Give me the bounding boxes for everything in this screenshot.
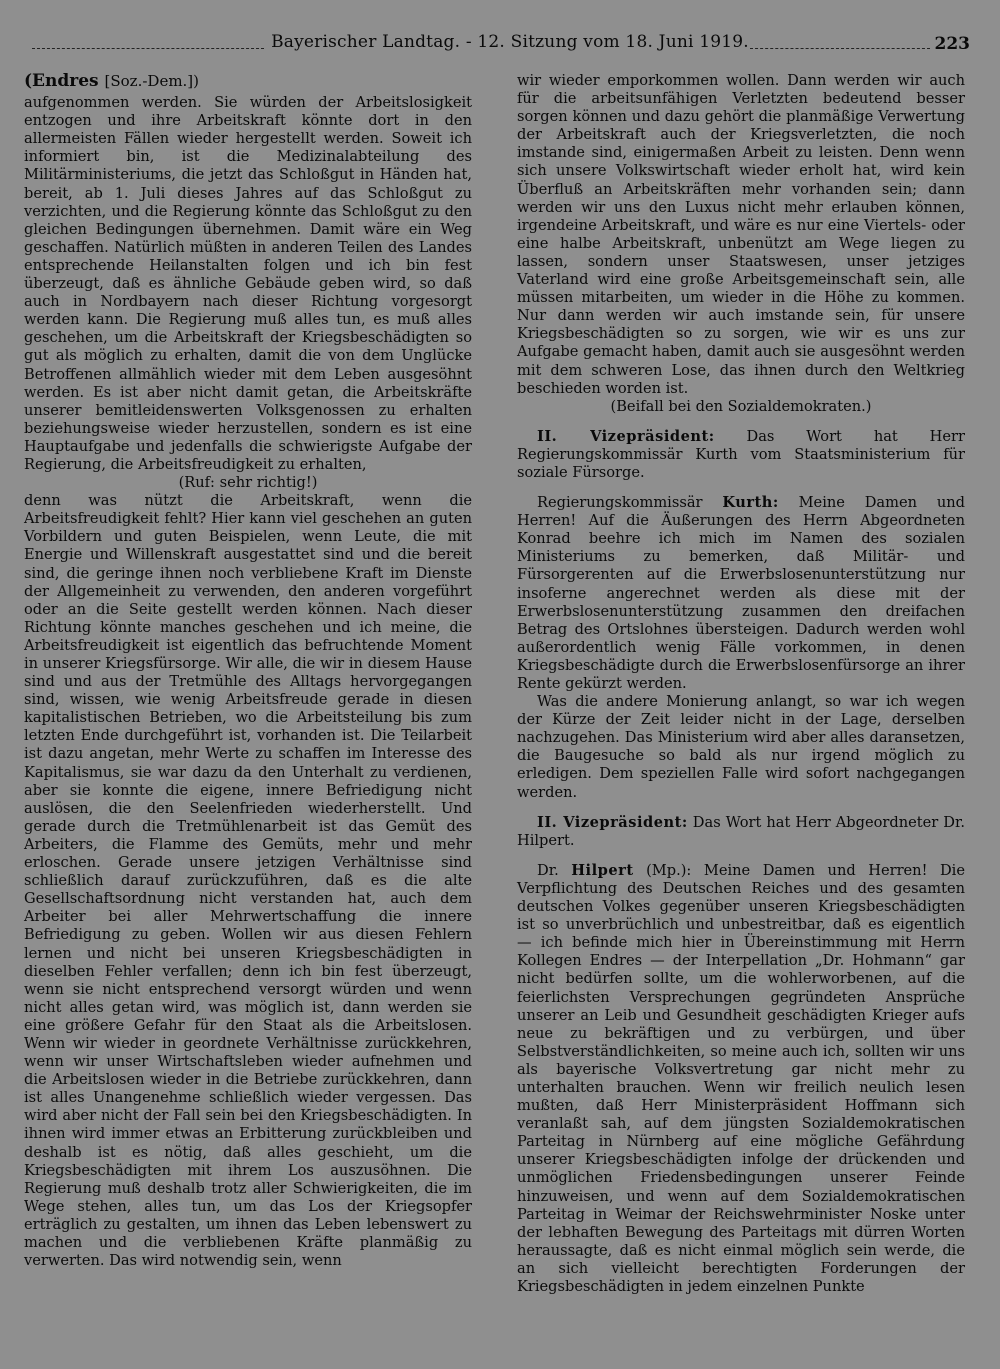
speaker-paragraph — [517, 862, 965, 1296]
speaker-paragraph — [517, 494, 965, 693]
speaker-title: Regierungskommissär — [537, 494, 703, 512]
paragraph: aufgenommen werden. Sie würden der Arbeitslosigkeit entzogen und ihre Arbeitskraft könnte dort in den allermeisten Fällen wieder hergestellt werden. Soweit ich informiert bin, ist die Medizinalabteilung des Militärministeriums, die jetzt das Schloßgut in Händen hat, bereit, ab 1. Juli dieses Jahres auf das Schloßgut zu verzichten, und die Regierung könnte das Schloßgut zu den gleichen Bedingungen übernehmen. Damit wäre ein Weg geschaffen. Natürlich müßten in anderen Teilen des Landes entsprechende Heilanstalten folgen und ich bin fest überzeugt, daß es ähnliche Gebäude geben wird, so daß auch in Nordbayern nach dieser Richtung vorgesorgt werden kann. Die Regierung muß alles tun, es muß alles geschehen, um die Arbeitskraft der Kriegsbeschädigten so gut als möglich zu erhalten, damit die von dem Unglücke Betroffenen allmählich wieder mit dem Leben ausgesöhnt werden. Es ist aber nicht damit getan, die Arbeitskräfte unserer bemitleidenswerten Volksgenossen zu erhalten beziehungsweise wieder herzustellen, sondern es ist eine Hauptaufgabe und jedenfalls die schwierigste Aufgabe der Regierung, die Arbeitsfreudigkeit zu erhalten, — [24, 94, 472, 473]
spacer — [517, 802, 965, 814]
speaker-name: (Endres — [24, 71, 99, 91]
paragraph: wir wieder emporkommen wollen. Dann werden wir auch für die arbeitsunfähigen Verletzten bedeutend besser sorgen können und dazu gehört die planmäßige Verwertung der Arbeitskraft auch der Kriegsverletzten, die noch imstande sind, einigermaßen Arbeit zu leisten. Denn wenn sich unsere Volkswirtschaft wieder erholt hat, wird kein Überfluß an Arbeitskräften mehr vorhanden sein; dann werden wir uns den Luxus nicht mehr erlauben können, irgendeine Arbeitskraft, und wäre es nur eine Viertels- oder eine halbe Arbeitskraft, unbenützt am Wege liegen zu lassen, sondern unser Staatswesen, unser jetziges Vaterland wird eine große Arbeitsgemeinschaft sein, alle müssen mitarbeiten, um wieder in die Höhe zu kommen. Nur dann werden wir auch imstande sein, für unsere Kriegsbeschädigten so zu sorgen, wie wir es uns zur Aufgabe gemacht haben, damit auch sie ausgesöhnt werden mit dem schweren Lose, das ihnen durch den Weltkrieg beschieden worden ist. — [517, 72, 965, 397]
continued-speaker-tag — [24, 72, 472, 90]
spacer — [517, 482, 965, 494]
header-rule-right — [750, 48, 930, 49]
speaker-paragraph — [517, 428, 965, 482]
paragraph: denn was nützt die Arbeitskraft, wenn die Arbeitsfreudigkeit fehlt? Hier kann viel geschehen an guten Vorbildern und guten Beispielen, wenn Leute, die mit Energie und Willenskraft ausgestattet sind und die bereit sind, die geringe ihnen noch verbliebene Kraft im Dienste der Allgemeinheit zu verwenden, den anderen vorgeführt oder an die Seite gestellt werden können. Nach dieser Richtung könnte manches geschehen und ich meine, die Arbeitsfreudigkeit ist eigentlich das befruchtende Moment in unserer Kriegsfürsorge. Wir alle, die wir in diesem Hause sind und aus der Tretmühle des Alltags hervorgegangen sind, wissen, wie wenig Arbeitsfreude gerade in diesen kapitalistischen Betrieben, wo die Arbeitsteilung bis zum letzten Ende durchgeführt ist, vorhanden ist. Die Teilarbeit ist dazu angetan, mehr Werte zu schaffen im Interesse des Kapitalismus, sie war dazu da den Unterhalt zu verdienen, aber sie konnte die eigene, innere Befriedigung nicht auslösen, die den Seelenfrieden wiederherstellt. Und gerade durch die Tretmühlenarbeit ist das Gemüt des Arbeiters, die Flamme des Gemüts, mehr und mehr erloschen. Gerade unsere jetzigen Verhältnisse sind schließlich darauf zurückzuführen, daß es die alte Gesellschaftsordnung nicht verstanden hat, auch dem Arbeiter bei aller Mehrwertschaffung die innere Befriedigung zu geben. Wollen wir aus diesen Fehlern lernen und nicht bei unseren Kriegsbeschädigten in dieselben Fehler verfallen; denn ich bin fest überzeugt, wenn sie nicht entsprechend versorgt würden und wenn nicht alles getan wird, was möglich ist, dann werden sie eine größere Gefahr für den Staat als die Arbeitslosen. Wenn wir wieder in geordnete Verhältnisse zurückkehren, wenn wir unser Wirtschaftsleben wieder aufnehmen und die Arbeitslosen wieder in die Betriebe zurückkehren, dann ist alles Unangenehme schließlich wieder vergessen. Das wird aber nicht der Fall sein bei den Kriegsbeschädigten. In ihnen wird immer etwas an Erbitterung zurückbleiben und deshalb ist es nötig, daß alles geschieht, um die Kriegsbeschädigten mit ihrem Los auszusöhnen. Die Regierung muß deshalb trotz aller Schwierigkeiten, die im Wege stehen, alles tun, um das Los der Kriegsopfer erträglich zu gestalten, um ihnen das Leben lebenswert zu machen und die verbliebenen Kräfte planmäßig zu verwerten. Das wird notwendig sein, wenn — [24, 492, 472, 1270]
paragraph: Was die andere Monierung anlangt, so war ich wegen der Kürze der Zeit leider nicht in der Lage, derselben nachzugehen. Das Ministerium wird aber alles daransetzen, die Baugesuche so bald als nur irgend möglich zu erledigen. Dem speziellen Falle wird sofort nachgegangen werden. — [517, 693, 965, 801]
speaker-name: Kurth: — [722, 494, 779, 512]
spacer — [517, 416, 965, 428]
speech-text: Das Wort hat Herr Regierungskommissär Kurth vom Staatsministerium für soziale Fürsorge. — [517, 427, 965, 481]
running-head: Bayerischer Landtag. - 12. Sitzung vom 18. Juni 1919. — [271, 32, 749, 52]
header-rule-left — [32, 48, 264, 49]
speaker-name: II. Vizepräsident: — [537, 813, 688, 831]
speaker-party: (Mp.): — [646, 861, 692, 879]
speaker-name: Hilpert — [571, 861, 634, 879]
speaker-name: II. Vizepräsident: — [537, 427, 715, 445]
speech-text: Das Wort hat Herr Abgeordneter Dr. Hilpert. — [517, 813, 965, 849]
speech-text: Meine Damen und Herren! Die Verpflichtung des Deutschen Reiches und des gesamten deutschen Volkes gegenüber unseren Kriegsbeschädigten ist so unverbrüchlich und unbestreitbar, daß es eigentlich — ich befinde mich hier in Übereinstimmung mit Herrn Kollegen Endres — der Interpellation „Dr. Hohmann“ gar nicht bedürfen sollte, um die wohlerworbenen, auf die feierlichsten Versprechungen gegründeten Ansprüche unserer an Leib und Gesundheit geschädigten Krieger aufs neue zu bekräftigen und zu verbürgen, und über Selbstverständlichkeiten, so meine auch ich, sollten wir uns als bayerische Volksvertretung gar nicht mehr zu unterhalten brauchen. Wenn wir freilich neulich lesen mußten, daß Herr Ministerpräsident Hoffmann sich veranlaßt sah, auf dem jüngsten Sozialdemokratischen Parteitag in Nürnberg auf eine mögliche Gefährdung unserer Kriegsbeschädigten infolge der drückenden und unmöglichen Friedensbedingungen unserer Feinde hinzuweisen, und wenn auf dem Sozialdemokratischen Parteitag in Weimar der Reichswehrminister Noske unter der lebhaften Bewegung des Parteitags mit dürren Worten heraussagte, daß es nicht einmal möglich sein werde, die an sich vielleicht berechtigten Forderungen der Kriegsbeschädigten in jedem einzelnen Punkte — [517, 861, 965, 1295]
applause-note: (Beifall bei den Sozialdemokraten.) — [610, 397, 872, 415]
spacer — [517, 850, 965, 862]
speaker-title: Dr. — [537, 861, 559, 879]
page-header — [20, 32, 970, 60]
right-column — [517, 72, 965, 1296]
speaker-paragraph — [517, 814, 965, 850]
page-number: 223 — [934, 34, 970, 54]
interjection: (Ruf: sehr richtig!) — [178, 474, 318, 492]
speech-text: Meine Damen und Herren! Auf die Äußerungen des Herrn Abgeordneten Konrad beehre ich mich im Namen des sozialen Ministeriums zu bemerken, daß Militär- und Fürsorgerenten auf die Erwerbslosenunterstützung nur insoferne angerechnet werden als diese mit der Erwerbslosenunterstützung zusammen den dreifachen Betrag des Ortslohnes übersteigen. Dadurch werden wohl außerordentlich wenig Fälle vorkommen, in denen Kriegsbeschädigte durch die Erwerbslosenfürsorge an ihrer Rente gekürzt werden. — [517, 494, 965, 692]
speaker-party: [Soz.-Dem.]) — [104, 72, 200, 90]
left-column — [24, 72, 472, 1270]
